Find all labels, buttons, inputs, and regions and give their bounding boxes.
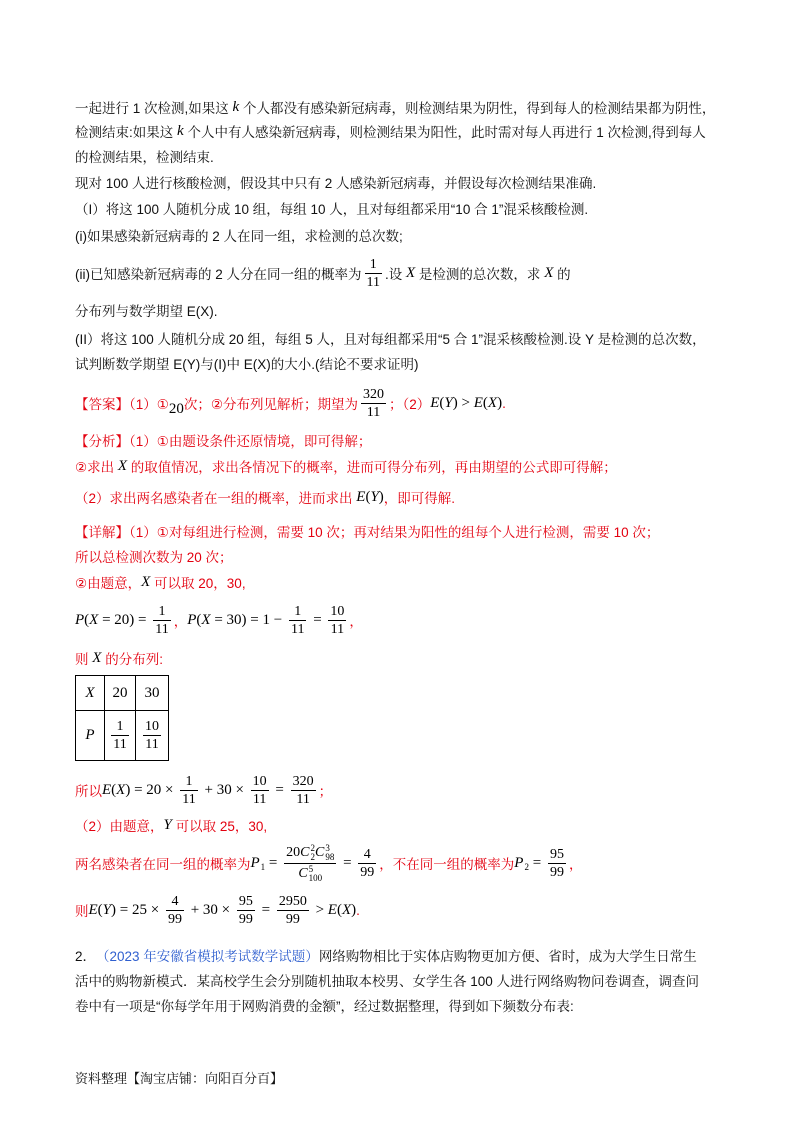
- fraction-numerator: [328, 604, 346, 621]
- text-run: 一起进行 1 次检测,如果这: [75, 101, 233, 116]
- text-run: 检测结束:如果这: [75, 125, 178, 140]
- fraction-numerator: [291, 774, 316, 791]
- math-expression: 11: [366, 404, 381, 420]
- fraction: [328, 604, 346, 637]
- text-run: 现对 100 人进行核酸检测，假设其中只有 2 人感染新冠病毒，并假设每次检测结果准确.: [75, 176, 597, 191]
- fraction: [361, 387, 386, 420]
- math-variable: X: [487, 394, 498, 411]
- math-expression: (: [111, 781, 117, 798]
- fraction: [358, 847, 376, 880]
- table-cell-p-label: [76, 711, 105, 761]
- fraction-denominator: [251, 791, 269, 807]
- fraction-numerator: [166, 894, 184, 911]
- text-run: 则: [75, 904, 89, 919]
- math-number: 20: [168, 400, 184, 417]
- analysis-line-1: [75, 430, 371, 450]
- fraction-numerator: [277, 894, 309, 911]
- table-row: [76, 711, 169, 761]
- subscript: 2: [310, 851, 315, 862]
- next-problem-line-1: [75, 945, 697, 965]
- math-expression: = 30) = 1 −: [210, 611, 286, 628]
- math-expression: 1: [369, 256, 377, 272]
- solution-table-caption: [75, 648, 163, 668]
- text-run: 两名感染者在同一组的概率为: [75, 857, 251, 872]
- math-expression: 95: [549, 846, 564, 862]
- footer-note: 资料整理【淘宝店铺：向阳百分百】: [75, 1071, 284, 1086]
- fraction-numerator: [153, 604, 170, 621]
- problem-line-1: [75, 97, 715, 117]
- problem-line-2: [75, 121, 706, 141]
- math-expression: 99: [167, 911, 182, 927]
- math-symbol-base: C: [300, 845, 310, 860]
- fraction-numerator: [251, 774, 269, 791]
- text-run: 活中的购物新模式．某高校学生会分别随机抽取本校男、女学生各 100 人进行网络购物问卷调查，调查问: [75, 974, 700, 989]
- math-expression: 11: [113, 737, 127, 752]
- text-run: 【详解】（1）①对每组进行检测，需要 10 次；再对结果为阳性的组每个人进行检测，需要 10 次；: [75, 525, 660, 540]
- solution-line-3: [75, 572, 246, 592]
- fraction-denominator: [361, 404, 386, 420]
- superscript: 5: [308, 863, 314, 874]
- solution-part-2-line-1: [75, 815, 267, 835]
- text-run: ②由题意，: [75, 576, 142, 591]
- question-part-1-ii: [75, 253, 571, 293]
- math-expression: 2950: [278, 893, 307, 909]
- fraction: [365, 257, 382, 290]
- analysis-line-3: [75, 486, 455, 508]
- fraction-numerator: [365, 257, 382, 274]
- text-run: 分布列与数学期望 E(X).: [75, 304, 218, 319]
- math-variable: P: [187, 611, 197, 628]
- table-row: [76, 676, 169, 711]
- math-expression: 10: [330, 603, 345, 619]
- table-cell-x-value-1: [105, 676, 136, 711]
- question-part-2: [75, 328, 706, 348]
- math-expression: 99: [549, 864, 564, 880]
- math-variable: E: [430, 394, 440, 411]
- fraction: [237, 894, 255, 927]
- math-variable: Y: [102, 901, 112, 918]
- fraction-numerator: [111, 719, 128, 736]
- math-symbol-with-indices: [300, 844, 315, 862]
- fraction-denominator: [548, 864, 566, 880]
- text-run: 可以取 20，30,: [150, 576, 246, 591]
- question-part-2-cont: [75, 353, 419, 373]
- fraction-denominator: [284, 864, 336, 883]
- math-expression: 30: [144, 684, 160, 701]
- text-run: 是检测的总次数，求: [415, 267, 545, 282]
- text-run: .: [502, 395, 506, 411]
- solution-line-2: [75, 546, 233, 566]
- text-run: ；（2）: [388, 397, 431, 412]
- text-run: 可以取 25，30,: [171, 819, 268, 834]
- index-stack: [325, 844, 334, 862]
- math-expression: 11: [330, 621, 345, 637]
- math-expression: =: [528, 854, 545, 871]
- text-run: 试判断数学期望 E(Y)与(I)中 E(X)的大小.(结论不要求证明): [75, 357, 419, 372]
- text-run: 的: [553, 267, 571, 282]
- math-expression: 1: [116, 719, 124, 734]
- math-variable: E: [102, 781, 112, 798]
- math-variable: Y: [444, 394, 453, 411]
- math-expression: (: [97, 901, 103, 918]
- math-expression: =: [271, 781, 288, 798]
- text-run: ，: [349, 614, 363, 629]
- math-expression: 11: [182, 791, 196, 807]
- table-cell-x-label: [76, 676, 105, 711]
- fraction-denominator: [358, 864, 376, 880]
- text-run: .设: [384, 267, 406, 282]
- math-expression: =: [309, 611, 326, 628]
- table-cell-x-value-2: [136, 676, 169, 711]
- table-cell-p-value-2: [136, 711, 169, 761]
- fraction: [180, 774, 197, 807]
- fraction: [143, 719, 161, 752]
- text-run: 所以总检测次数为 20 次；: [75, 550, 233, 565]
- text-run: ；: [318, 784, 333, 799]
- solution-line-1: [75, 521, 659, 541]
- text-run: (ii)已知感染新冠病毒的 2 人分在同一组的概率为: [75, 267, 362, 282]
- subscript: 98: [325, 851, 335, 862]
- text-run: ，不在同一组的概率为: [379, 857, 515, 872]
- analysis-line-2: [75, 456, 617, 476]
- math-expression: (: [336, 901, 342, 918]
- math-expression: 99: [360, 864, 375, 880]
- problem-line-4: [75, 172, 596, 192]
- text-run: 的取值情况，求出各情况下的概率，进而可得分布列，再由期望的公式即可得解；: [127, 460, 617, 475]
- solution-expectation-y: [75, 890, 360, 930]
- text-run: ，即可得解.: [383, 491, 456, 506]
- fraction: [548, 847, 566, 880]
- math-variable: Y: [370, 488, 379, 505]
- math-symbol-base: C: [314, 845, 325, 860]
- math-expression: ) >: [452, 394, 474, 411]
- math-variable: X: [117, 457, 128, 474]
- math-variable: k: [177, 122, 184, 139]
- text-run: ②求出: [75, 460, 118, 475]
- fraction-numerator: [143, 719, 161, 736]
- math-expression: 11: [155, 621, 169, 637]
- math-expression: 1: [294, 603, 302, 619]
- math-expression: 11: [290, 621, 305, 637]
- math-symbol-base: P: [250, 854, 260, 871]
- math-variable: X: [89, 611, 99, 628]
- text-run: .: [356, 902, 360, 918]
- fraction-denominator: [180, 791, 197, 807]
- fraction-denominator: [237, 911, 255, 927]
- question-part-1: [75, 198, 588, 218]
- math-expression: ): [351, 901, 357, 918]
- text-run: 则: [75, 652, 93, 667]
- math-symbol-with-indices: [315, 844, 334, 862]
- math-expression: 1: [158, 603, 166, 619]
- text-run: ，: [173, 614, 188, 629]
- math-expression: ): [378, 488, 384, 505]
- math-expression: =: [265, 854, 282, 871]
- math-variable: X: [92, 649, 102, 666]
- fraction: [284, 844, 336, 883]
- math-expression: ) = 25 ×: [111, 901, 163, 918]
- text-run: 2．: [75, 949, 97, 964]
- fraction-denominator: [291, 791, 316, 807]
- math-symbol-with-indices: [298, 865, 322, 883]
- math-variable: X: [544, 264, 554, 281]
- fraction-denominator: [277, 911, 309, 927]
- math-expression: ) = 20 ×: [125, 781, 178, 798]
- math-expression: 20: [112, 684, 128, 701]
- text-run: ，: [568, 857, 583, 872]
- math-expression: 11: [252, 791, 267, 807]
- distribution-table: [75, 675, 169, 761]
- math-variable: P: [75, 611, 85, 628]
- text-run: (i)如果感染新冠病毒的 2 人在同一组，求检测的总次数;: [75, 229, 403, 244]
- math-symbol-base: P: [514, 854, 524, 871]
- text-run: 的检测结果，检测结束.: [75, 150, 214, 165]
- math-variable: X: [341, 901, 352, 918]
- math-symbol-base: C: [298, 866, 308, 881]
- text-run: 次；②分布列见解析；期望为: [183, 397, 358, 412]
- math-expression: =: [339, 854, 356, 871]
- subscript: 100: [308, 872, 323, 883]
- text-run: （2）由题意，: [75, 819, 164, 834]
- math-variable: E: [356, 488, 366, 505]
- fraction-numerator: [358, 847, 376, 864]
- math-expression: 11: [296, 791, 310, 807]
- text-run: 网络购物相比于实体店购物更加方便、省时，成为大学生日常生: [318, 949, 697, 964]
- math-expression: (: [439, 394, 445, 411]
- math-expression: + 30 ×: [186, 901, 234, 918]
- text-run: 【分析】（1）①由题设条件还原情境，即可得解；: [75, 434, 372, 449]
- fraction-denominator: [328, 621, 346, 637]
- fraction-numerator: [289, 604, 306, 621]
- fraction-denominator: [289, 621, 306, 637]
- math-expression: 20: [286, 845, 301, 860]
- superscript: 2: [310, 842, 315, 853]
- text-run: 的分布列:: [101, 652, 163, 667]
- math-expression: 11: [366, 274, 380, 290]
- index-stack: [309, 865, 323, 883]
- math-expression: (: [365, 488, 371, 505]
- source-citation: （2023 年安徽省模拟考试数学试题）: [96, 949, 319, 964]
- math-variable: X: [201, 611, 211, 628]
- text-run: （I）将这 100 人随机分成 10 组，每组 10 人，且对每组都采用“10 合 1”混采核酸检测.: [75, 202, 589, 217]
- math-variable: X: [116, 781, 126, 798]
- subscript: 1: [260, 862, 266, 872]
- table-cell-p-value-1: [105, 711, 136, 761]
- math-expression: =: [257, 901, 274, 918]
- math-expression: 99: [285, 911, 300, 927]
- math-variable: E: [473, 394, 483, 411]
- math-variable: k: [232, 98, 240, 115]
- math-expression: ): [497, 394, 503, 411]
- math-variable: E: [327, 901, 337, 918]
- text-run: (II）将这 100 人随机分成 20 组，每组 5 人，且对每组都采用“5 合 1”混采核酸检测.设 Y 是检测的总次数，: [75, 332, 706, 347]
- math-expression: 320: [292, 773, 314, 789]
- fraction-denominator: [143, 736, 161, 752]
- question-part-1-ii-cont: [75, 300, 218, 320]
- fraction-numerator: [284, 844, 336, 864]
- math-expression: 10: [252, 773, 267, 789]
- math-expression: 95: [238, 893, 253, 909]
- math-expression: (: [196, 611, 202, 628]
- math-symbol-with-indices: [251, 854, 266, 872]
- math-expression: 320: [362, 386, 384, 402]
- math-variable: E: [88, 901, 98, 918]
- math-expression: + 30 ×: [200, 781, 248, 798]
- math-variable: P: [85, 727, 95, 743]
- math-symbol-with-indices: [514, 854, 529, 872]
- fraction-numerator: [237, 894, 255, 911]
- fraction: [277, 894, 309, 927]
- math-expression: = 20) =: [98, 611, 151, 628]
- text-run: 所以: [75, 784, 102, 799]
- fraction-denominator: [365, 274, 382, 290]
- text-run: 个人中有人感染新冠病毒，则检测结果为阳性，此时需对每人再进行 1 次检测,得到每人: [183, 125, 706, 140]
- text-run: 【答案】（1）①: [75, 397, 169, 412]
- text-run: 个人都没有感染新冠病毒，则检测结果为阴性，得到每人的检测结果都为阴性，: [239, 101, 716, 116]
- math-variable: X: [141, 573, 151, 590]
- fraction-denominator: [111, 736, 128, 752]
- math-variable: X: [406, 264, 416, 281]
- math-expression: (: [482, 394, 488, 411]
- fraction: [251, 774, 269, 807]
- text-run: 卷中有一项是“你每学年用于网购消费的金额”，经过数据整理，得到如下频数分布表:: [75, 999, 574, 1014]
- fraction-numerator: [548, 847, 566, 864]
- solution-expectation-x: [75, 770, 332, 810]
- next-problem-line-2: [75, 970, 699, 990]
- fraction: [166, 894, 184, 927]
- solution-part-2-probabilities: [75, 841, 582, 885]
- solution-probabilities: [75, 600, 363, 640]
- fraction: [291, 774, 316, 807]
- math-expression: 10: [145, 719, 159, 734]
- math-expression: 11: [145, 737, 159, 752]
- fraction: [111, 719, 128, 752]
- fraction-numerator: [361, 387, 386, 404]
- answer-line: [75, 383, 506, 423]
- fraction: [153, 604, 170, 637]
- problem-line-3: [75, 146, 214, 166]
- fraction-denominator: [166, 911, 184, 927]
- math-variable: X: [85, 684, 95, 701]
- fraction-numerator: [180, 774, 197, 791]
- math-variable: Y: [163, 816, 172, 833]
- subscript: 2: [524, 862, 529, 872]
- math-expression: >: [311, 901, 328, 918]
- math-expression: 4: [171, 893, 179, 909]
- math-expression: 99: [238, 911, 253, 927]
- superscript: 3: [325, 842, 330, 853]
- math-expression: 4: [363, 846, 371, 862]
- fraction: [289, 604, 306, 637]
- math-expression: 1: [185, 773, 193, 789]
- next-problem-line-3: [75, 995, 574, 1015]
- text-run: （2）求出两名感染者在一组的概率，进而求出: [75, 491, 357, 506]
- fraction-denominator: [153, 621, 170, 637]
- question-part-1-i: [75, 225, 403, 245]
- math-expression: (: [84, 611, 90, 628]
